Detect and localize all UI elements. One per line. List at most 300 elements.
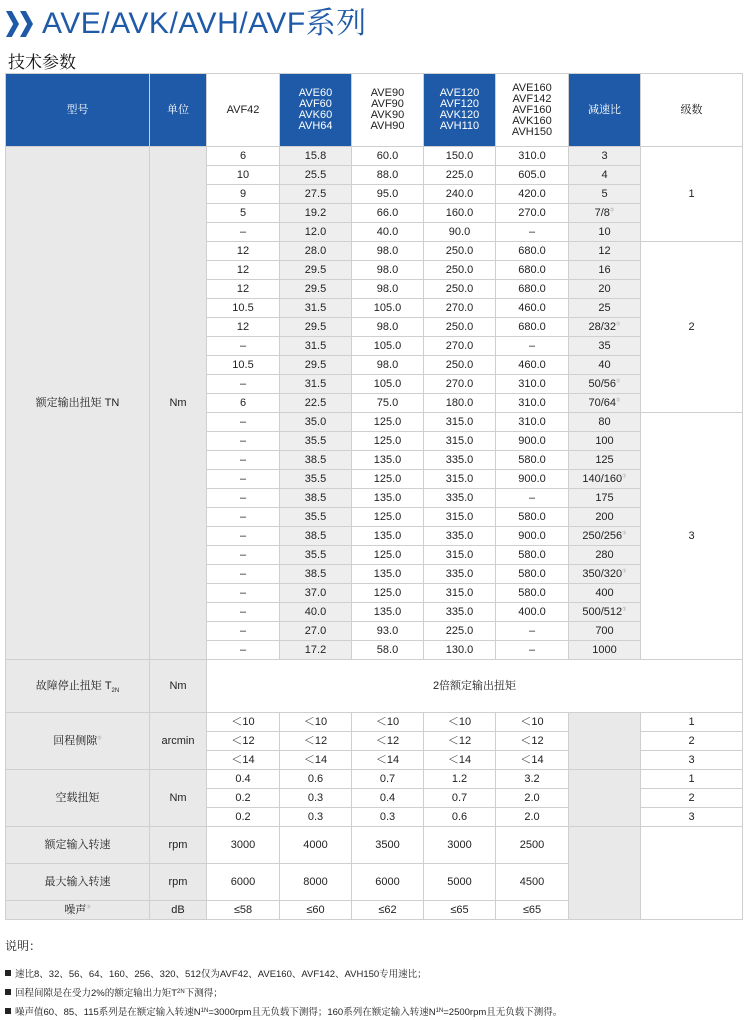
torque-value: 37.0 [280, 584, 352, 603]
torque-value: 335.0 [424, 527, 496, 546]
torque-value: 58.0 [352, 641, 424, 660]
ratio-cell [569, 394, 641, 413]
backlash-value: ＜14 [352, 751, 424, 770]
torque-value: 27.0 [280, 622, 352, 641]
torque-value: 29.5 [280, 318, 352, 337]
torque-value: – [207, 432, 280, 451]
ratio-value: 140/160 [582, 473, 623, 485]
notes-title: 说明： [5, 939, 42, 953]
footnote-mark: ① [622, 530, 627, 537]
ratio-value: 250/256 [582, 530, 623, 542]
stage-cell: 1 [641, 770, 743, 789]
torque-value: 35.5 [280, 432, 352, 451]
ratio-cell [569, 565, 641, 584]
column-header-line: AVH64 [298, 120, 333, 132]
column-header-line: AVE90 [370, 87, 405, 99]
max-input-speed-value: 5000 [424, 864, 496, 901]
torque-value: – [207, 527, 280, 546]
ratio-cell [569, 546, 641, 565]
table-row [6, 770, 743, 789]
column-header-line: AVH110 [439, 120, 480, 132]
torque-value: 6 [207, 394, 280, 413]
max-input-speed-value: 6000 [207, 864, 280, 901]
rated-input-speed-value: 3000 [424, 827, 496, 864]
stage-cell: 3 [641, 751, 743, 770]
ratio-value: 12 [598, 245, 611, 257]
torque-value: 150.0 [424, 147, 496, 166]
torque-value: 31.5 [280, 337, 352, 356]
noise-value: ≤65 [496, 901, 569, 920]
torque-value: 250.0 [424, 318, 496, 337]
torque-value: 98.0 [352, 280, 424, 299]
ratio-cell [569, 508, 641, 527]
emergency-torque-label [6, 660, 150, 713]
rated-input-speed-value: 2500 [496, 827, 569, 864]
torque-value: 98.0 [352, 242, 424, 261]
page-header [6, 4, 367, 44]
torque-value: 580.0 [496, 451, 569, 470]
torque-value: 25.5 [280, 166, 352, 185]
bullet-square-icon [5, 970, 11, 976]
noload-torque-value: 0.3 [280, 789, 352, 808]
torque-value: 38.5 [280, 451, 352, 470]
column-header [150, 74, 207, 147]
ratio-cell [569, 489, 641, 508]
torque-value: 135.0 [352, 489, 424, 508]
ratio-cell [569, 432, 641, 451]
ratio-value: 100 [595, 435, 614, 447]
torque-value: 335.0 [424, 565, 496, 584]
torque-value: 335.0 [424, 603, 496, 622]
ratio-cell [569, 299, 641, 318]
ratio-cell [569, 622, 641, 641]
column-header-line: AVK160 [512, 114, 552, 127]
ratio-value: 16 [598, 264, 611, 276]
noload-torque-value: 0.6 [280, 770, 352, 789]
torque-value: 315.0 [424, 432, 496, 451]
max-input-speed-value: 4500 [496, 864, 569, 901]
torque-value: 125.0 [352, 584, 424, 603]
noload-torque-text: 空载扭矩 [55, 792, 100, 804]
torque-value: 28.0 [280, 242, 352, 261]
torque-value: – [207, 603, 280, 622]
ratio-cell [569, 356, 641, 375]
torque-value: – [496, 641, 569, 660]
torque-value: – [207, 489, 280, 508]
torque-value: 29.5 [280, 261, 352, 280]
stage-cell: 3 [641, 413, 743, 660]
torque-value: 105.0 [352, 337, 424, 356]
notes [5, 937, 745, 1020]
torque-value: 680.0 [496, 280, 569, 299]
torque-value: 10.5 [207, 356, 280, 375]
bullet-square-icon [5, 989, 11, 995]
rated-input-speed-label [6, 827, 150, 864]
torque-value: 98.0 [352, 356, 424, 375]
torque-value: 93.0 [352, 622, 424, 641]
torque-value: 27.5 [280, 185, 352, 204]
ratio-cell [569, 641, 641, 660]
footnote-mark: ① [616, 397, 621, 404]
torque-value: 315.0 [424, 508, 496, 527]
torque-value: 900.0 [496, 470, 569, 489]
torque-value: – [207, 470, 280, 489]
torque-value: – [496, 337, 569, 356]
ratio-cell [569, 223, 641, 242]
torque-value: 12 [207, 280, 280, 299]
backlash-value: ＜10 [280, 713, 352, 732]
ratio-cell [569, 603, 641, 622]
section-title: 技术参数 [8, 53, 76, 72]
backlash-value: ＜12 [207, 732, 280, 751]
noise-text: 噪声 [64, 904, 87, 916]
footnote-mark: ① [622, 568, 627, 575]
torque-value: 160.0 [424, 204, 496, 223]
chevron-right-icon [20, 11, 33, 37]
torque-value: 66.0 [352, 204, 424, 223]
noise-unit: dB [150, 901, 207, 920]
ratio-value: 10 [598, 226, 611, 238]
torque-value: 180.0 [424, 394, 496, 413]
column-header [641, 74, 743, 147]
max-input-speed-text: 最大输入转速 [44, 876, 111, 888]
torque-value: 98.0 [352, 261, 424, 280]
torque-value: 580.0 [496, 584, 569, 603]
ratio-cell [569, 318, 641, 337]
backlash-value: ＜14 [496, 751, 569, 770]
noise-label [6, 901, 150, 920]
torque-value: 105.0 [352, 375, 424, 394]
empty-ratio-cell [569, 713, 641, 770]
torque-value: 40.0 [352, 223, 424, 242]
torque-value: 580.0 [496, 546, 569, 565]
column-header-line: AVF90 [371, 98, 404, 110]
torque-value: 225.0 [424, 622, 496, 641]
rated-torque-unit: Nm [150, 147, 207, 660]
torque-value: 270.0 [424, 337, 496, 356]
table-row [6, 660, 743, 713]
ratio-value: 70/64 [588, 397, 617, 409]
torque-value: – [496, 223, 569, 242]
torque-value: 315.0 [424, 470, 496, 489]
torque-value: 310.0 [496, 413, 569, 432]
ratio-value: 25 [598, 302, 611, 314]
ratio-value: 40 [598, 359, 611, 371]
torque-value: – [207, 451, 280, 470]
ratio-cell [569, 584, 641, 603]
torque-value: 900.0 [496, 527, 569, 546]
column-header [207, 74, 280, 147]
backlash-value: ＜12 [496, 732, 569, 751]
torque-value: 29.5 [280, 280, 352, 299]
torque-value: – [207, 508, 280, 527]
torque-value: 35.5 [280, 546, 352, 565]
stage-cell: 1 [641, 147, 743, 242]
stage-cell: 1 [641, 713, 743, 732]
torque-value: 680.0 [496, 261, 569, 280]
torque-value: – [207, 223, 280, 242]
column-header-line: AVF142 [512, 92, 552, 105]
footnote-mark: ① [622, 473, 627, 480]
torque-value: 31.5 [280, 375, 352, 394]
stage-cell: 2 [641, 789, 743, 808]
column-header-line: AVF120 [440, 98, 479, 110]
note-3: 噪声值60、85、115系列是在额定输入转速N 1N =3000rpm且无负载下测得；160系列在额定输入转速N 1N =2500rpm且无负载下测得。 [5, 1001, 745, 1020]
torque-value: 125.0 [352, 413, 424, 432]
torque-value: 35.5 [280, 508, 352, 527]
rated-input-speed-unit: rpm [150, 827, 207, 864]
torque-value: 335.0 [424, 489, 496, 508]
ratio-cell [569, 261, 641, 280]
torque-value: 9 [207, 185, 280, 204]
footnote-mark: ① [616, 321, 621, 328]
max-input-speed-unit: rpm [150, 864, 207, 901]
torque-value: 6 [207, 147, 280, 166]
ratio-value: 7/8 [594, 207, 610, 219]
max-input-speed-value: 8000 [280, 864, 352, 901]
noise-value: ≤58 [207, 901, 280, 920]
backlash-value: ＜10 [352, 713, 424, 732]
rated-input-speed-value: 4000 [280, 827, 352, 864]
torque-value: 310.0 [496, 375, 569, 394]
torque-value: – [207, 565, 280, 584]
column-header [6, 74, 150, 147]
rated-input-speed-text: 额定输入转速 [44, 839, 111, 851]
torque-value: 580.0 [496, 508, 569, 527]
spec-table [5, 73, 743, 920]
footnote-mark: ① [609, 207, 615, 214]
ratio-cell [569, 413, 641, 432]
noload-torque-value: 0.4 [352, 789, 424, 808]
backlash-value: ＜10 [424, 713, 496, 732]
torque-value: 12 [207, 242, 280, 261]
torque-value: 5 [207, 204, 280, 223]
torque-value: 315.0 [424, 546, 496, 565]
backlash-value: ＜10 [207, 713, 280, 732]
ratio-value: 350/320 [582, 568, 623, 580]
torque-value: 135.0 [352, 603, 424, 622]
noload-torque-value: 2.0 [496, 808, 569, 827]
ratio-value: 5 [601, 188, 608, 200]
torque-value: 270.0 [496, 204, 569, 223]
torque-value: 125.0 [352, 546, 424, 565]
torque-value: 12 [207, 261, 280, 280]
ratio-cell [569, 470, 641, 489]
torque-value: 75.0 [352, 394, 424, 413]
column-header [352, 74, 424, 147]
column-header-line: 级数 [680, 103, 703, 116]
bullet-square-icon [5, 1008, 11, 1014]
torque-value: 125.0 [352, 508, 424, 527]
noload-torque-label [6, 770, 150, 827]
ratio-cell [569, 451, 641, 470]
torque-value: – [207, 584, 280, 603]
torque-value: 125.0 [352, 470, 424, 489]
torque-value: 35.5 [280, 470, 352, 489]
backlash-value: ＜12 [280, 732, 352, 751]
ratio-cell [569, 242, 641, 261]
column-header-line: 型号 [66, 103, 89, 116]
torque-value: 15.8 [280, 147, 352, 166]
ratio-cell [569, 337, 641, 356]
stage-cell: 2 [641, 242, 743, 413]
noload-torque-value: 0.2 [207, 808, 280, 827]
torque-value: 225.0 [424, 166, 496, 185]
chevron-right-icon [6, 11, 19, 37]
torque-value: 240.0 [424, 185, 496, 204]
column-header-line: AVE160 [512, 81, 552, 94]
footnote-mark: ① [616, 378, 621, 385]
torque-value: 310.0 [496, 147, 569, 166]
torque-value: 19.2 [280, 204, 352, 223]
ratio-value: 175 [595, 492, 614, 504]
torque-value: 250.0 [424, 261, 496, 280]
table-row [6, 147, 743, 166]
torque-value: 315.0 [424, 584, 496, 603]
torque-value: 270.0 [424, 375, 496, 394]
noise-value: ≤62 [352, 901, 424, 920]
noload-torque-unit: Nm [150, 770, 207, 827]
torque-value: 135.0 [352, 451, 424, 470]
stage-cell: 2 [641, 732, 743, 751]
torque-value: 900.0 [496, 432, 569, 451]
torque-value: 680.0 [496, 318, 569, 337]
table-header-row [6, 74, 743, 147]
ratio-value: 28/32 [588, 321, 617, 333]
ratio-value: 20 [598, 283, 611, 295]
torque-value: 38.5 [280, 527, 352, 546]
max-input-speed-label [6, 864, 150, 901]
ratio-value: 35 [598, 340, 611, 352]
empty-ratio-cell [569, 827, 641, 920]
torque-value: 400.0 [496, 603, 569, 622]
ratio-value: 400 [595, 587, 614, 599]
ratio-cell [569, 185, 641, 204]
column-header-line: AVE60 [298, 87, 333, 99]
noload-torque-value: 0.4 [207, 770, 280, 789]
torque-value: 88.0 [352, 166, 424, 185]
column-header-line: AVF42 [226, 103, 260, 116]
footnote-mark: ③ [86, 904, 91, 911]
ratio-value: 125 [595, 454, 614, 466]
emergency-torque-value: 2倍额定输出扭矩 [207, 660, 743, 713]
column-header-line: AVH90 [370, 120, 405, 132]
torque-value: – [496, 622, 569, 641]
column-header [424, 74, 496, 147]
backlash-value: ＜14 [280, 751, 352, 770]
backlash-label [6, 713, 150, 770]
noload-torque-value: 0.3 [280, 808, 352, 827]
torque-value: 680.0 [496, 242, 569, 261]
torque-value: 17.2 [280, 641, 352, 660]
ratio-value: 4 [601, 169, 608, 181]
note-1: 速比8、32、56、64、160、256、320、512仅为AVF42、AVE160、AVF142、AVH150专用速比； [5, 963, 745, 982]
torque-value: 605.0 [496, 166, 569, 185]
torque-value: 130.0 [424, 641, 496, 660]
footnote-mark: ① [622, 606, 627, 613]
torque-value: 315.0 [424, 413, 496, 432]
torque-value: 60.0 [352, 147, 424, 166]
noload-torque-value: 1.2 [424, 770, 496, 789]
empty-ratio-cell [569, 770, 641, 827]
noload-torque-value: 0.3 [352, 808, 424, 827]
emergency-torque-sub: 2N [111, 688, 120, 695]
torque-value: 29.5 [280, 356, 352, 375]
torque-value: 38.5 [280, 489, 352, 508]
table-row [6, 713, 743, 732]
ratio-value: 50/56 [588, 378, 617, 390]
torque-value: 105.0 [352, 299, 424, 318]
torque-value: 250.0 [424, 356, 496, 375]
noload-torque-value: 3.2 [496, 770, 569, 789]
ratio-value: 200 [595, 511, 614, 523]
emergency-torque-text: 故障停止扭矩 T [35, 680, 112, 692]
noload-torque-value: 0.7 [352, 770, 424, 789]
column-header-line: AVE120 [439, 87, 480, 99]
torque-value: – [207, 337, 280, 356]
torque-value: 10 [207, 166, 280, 185]
torque-value: 22.5 [280, 394, 352, 413]
torque-value: 31.5 [280, 299, 352, 318]
rated-torque-label: 额定输出扭矩 TN [6, 147, 150, 660]
ratio-value: 500/512 [582, 606, 623, 618]
ratio-value: 280 [595, 549, 614, 561]
torque-value: 35.0 [280, 413, 352, 432]
ratio-cell [569, 204, 641, 223]
backlash-value: ＜14 [207, 751, 280, 770]
torque-value: – [207, 546, 280, 565]
backlash-text: 回程侧隙 [53, 735, 98, 747]
torque-value: 250.0 [424, 242, 496, 261]
stage-cell: 3 [641, 808, 743, 827]
torque-value: – [207, 622, 280, 641]
ratio-value: 3 [601, 150, 608, 162]
torque-value: 12 [207, 318, 280, 337]
noload-torque-value: 0.7 [424, 789, 496, 808]
torque-value: 10.5 [207, 299, 280, 318]
noload-torque-value: 0.2 [207, 789, 280, 808]
backlash-value: ＜12 [424, 732, 496, 751]
ratio-value: 700 [595, 625, 614, 637]
column-header-line: AVK60 [298, 109, 333, 121]
noise-value: ≤60 [280, 901, 352, 920]
torque-value: 98.0 [352, 318, 424, 337]
torque-value: 335.0 [424, 451, 496, 470]
column-header-line: AVK90 [370, 109, 405, 121]
torque-value: – [207, 413, 280, 432]
torque-value: 460.0 [496, 356, 569, 375]
ratio-cell [569, 527, 641, 546]
torque-value: – [207, 375, 280, 394]
torque-value: 270.0 [424, 299, 496, 318]
torque-value: 420.0 [496, 185, 569, 204]
backlash-value: ＜12 [352, 732, 424, 751]
column-header [569, 74, 641, 147]
backlash-value: ＜14 [424, 751, 496, 770]
torque-value: 90.0 [424, 223, 496, 242]
ratio-cell [569, 166, 641, 185]
emergency-torque-unit: Nm [150, 660, 207, 713]
column-header-line: AVF160 [512, 103, 552, 116]
table-row [6, 827, 743, 864]
footnote-mark: ② [97, 735, 102, 742]
empty-stage-cell [641, 827, 743, 920]
rated-input-speed-value: 3500 [352, 827, 424, 864]
ratio-cell [569, 147, 641, 166]
ratio-value: 1000 [592, 644, 617, 656]
page-title: AVE/AVK/AVH/AVF系列 [42, 7, 367, 40]
backlash-value: ＜10 [496, 713, 569, 732]
